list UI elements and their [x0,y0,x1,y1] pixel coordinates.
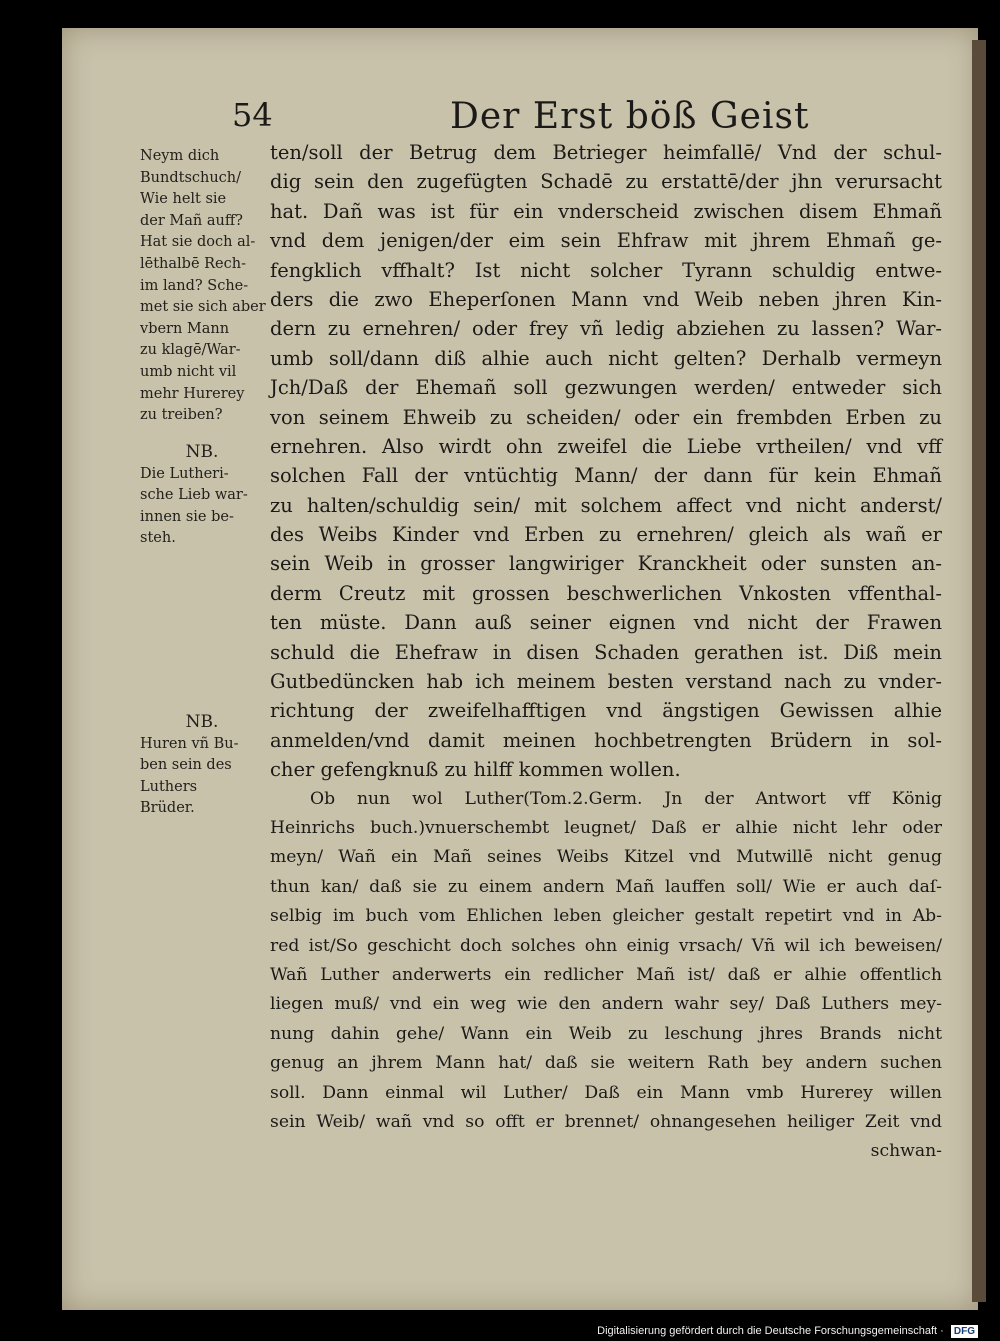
body-line: hat. Dañ was ist für ein vnderscheid zwischen disem Ehmañ [270,199,942,223]
body-line: genug an jhrem Mann hat/ daß sie weitern Rath bey andern suchen [270,1053,942,1074]
body-line: ders die zwo Eheperſonen Mann vnd Weib neben jhren Kin- [270,287,942,311]
body-line: red ist/So geschicht doch solches ohn einig vrsach/ Vñ wil ich beweisen/ [270,935,942,956]
margin-note-line: der Mañ auff? [140,212,243,229]
margin-note-line: Brüder. [140,800,195,817]
body-line: liegen muß/ vnd ein weg wie den andern wahr sey/ Daß Luthers mey- [270,994,942,1015]
body-line: selbig im buch vom Ehlichen leben gleicher gestalt repetirt vnd in Ab- [270,906,942,927]
body-line: schuld die Ehefraw in disen Schaden gerathen ist. Diß mein [270,640,942,664]
digitization-credit [597,1325,978,1338]
margin-note-line: zu treiben? [140,407,223,424]
body-line: Wañ Luther anderwerts ein redlicher Mañ ist/ daß er alhie offentlich [270,964,942,985]
margin-note-line: Hat sie doch al- [140,234,256,251]
margin-note-line: innen sie be- [140,508,234,525]
body-line: Gutbedüncken hab ich meinem besten verstand nach zu vnder- [270,670,942,694]
dfg-logo: DFG [951,1325,978,1338]
margin-note-line: Bundtschuch/ [140,169,242,186]
margin-note-3 [140,712,264,820]
margin-note-line: Die Lutheri- [140,465,229,482]
body-line: des Weibs Kinder vnd Erben zu ernehren/ gleich als wañ er [270,523,942,547]
margin-note-line: umb nicht vil [140,363,237,380]
margin-note-line: lēthalbē Rech- [140,255,246,272]
body-line: dig sein den zugefügten Schadē zu erstattē/der jhn verursacht [270,170,942,194]
body-line: derm Creutz mit grossen beschwerlichen Vnkosten vffenthal- [270,581,942,605]
margin-note-2 [140,442,264,550]
margin-note-line: ben sein des [140,757,232,774]
body-line: von seinem Ehweib zu scheiden/ oder ein frembden Erben zu [270,405,942,429]
margin-note-1 [140,146,264,427]
margin-note-line: met sie sich aber [140,299,266,316]
body-line: zu halten/schuldig sein/ mit solchem affect vnd nicht anderst/ [270,493,942,517]
body-line: ten müste. Dann auß seiner eignen vnd nicht der Frawen [270,611,942,635]
body-line: cher gefengknuß zu hilff kommen wollen. [270,758,681,782]
body-line: Ob nun wol Luther(Tom.2.Germ. Jn der Antwort vff König [310,788,942,809]
body-line: dern zu ernehren/ oder frey vñ ledig abziehen zu lassen? War- [270,317,942,341]
running-title: Der Erst böß Geist [450,96,810,137]
margin-note-line: mehr Hurerey [140,385,245,402]
body-line: ernehren. Also wirdt ohn zweifel die Liebe vrtheilen/ vnd vff [270,434,942,458]
page-number: 54 [232,96,273,134]
body-line: richtung der zweifelhafftigen vnd ängstigen Gewissen alhie [270,699,942,723]
credit-text: Digitalisierung gefördert durch die Deutsche Forschungsgemeinschaft · [597,1325,944,1337]
margin-note-line: vbern Mann [140,320,230,337]
margin-note-line: sche Lieb war- [140,487,248,504]
body-line: vnd dem jenigen/der eim sein Ehfraw mit jhrem Ehmañ ge- [270,229,942,253]
body-line: sein Weib/ wañ vnd so offt er brennet/ ohnangesehen heiliger Zeit vnd [270,1111,942,1132]
margin-note-line: zu klagē/War- [140,342,241,359]
margin-note-line: im land? Sche- [140,277,249,294]
margin-note-line: steh. [140,530,176,547]
body-line: meyn/ Wañ ein Mañ seines Weibs Kitzel vnd Mutwillē nicht genug [270,847,942,868]
body-text [270,138,942,1167]
body-line: nung dahin gehe/ Wann ein Weib zu leschung jhres Brands nicht [270,1023,942,1044]
body-line: solchen Fall der vntüchtig Mann/ der dann für kein Ehmañ [270,464,942,488]
catchword: schwan- [870,1141,942,1162]
body-line: thun kan/ daß sie zu einem andern Mañ lauffen soll/ Wie er auch daſ- [270,876,942,897]
body-line: sein Weib in grosser langwiriger Kranckheit oder sunsten an- [270,552,942,576]
margin-note-nb: NB. [185,442,219,462]
margin-note-line: Huren vñ Bu- [140,735,239,752]
body-line: fengklich vffhalt? Ist nicht solcher Tyrann schuldig entwe- [270,258,942,282]
body-line: ten/soll der Betrug dem Betrieger heimfallē/ Vnd der schul- [270,141,942,164]
body-line: umb soll/dann diß alhie auch nicht gelten? Derhalb vermeyn [270,346,942,370]
body-line: Jch/Daß der Ehemañ soll gezwungen werden/ entweder sich [270,376,942,400]
margin-note-line: Luthers [140,778,198,795]
body-line: Heinrichs buch.)vnuerschembt leugnet/ Daß er alhie nicht lehr oder [270,817,942,838]
body-line: soll. Dann einmal wil Luther/ Daß ein Mann vmb Hurerey willen [270,1082,942,1103]
margin-note-line: Wie helt sie [140,191,227,208]
page-edge [972,40,986,1302]
body-line: anmelden/vnd damit meinen hochbetrengten Brüdern in sol- [270,728,942,752]
margin-note-nb: NB. [185,712,219,732]
margin-note-line: Neym dich [140,148,220,164]
